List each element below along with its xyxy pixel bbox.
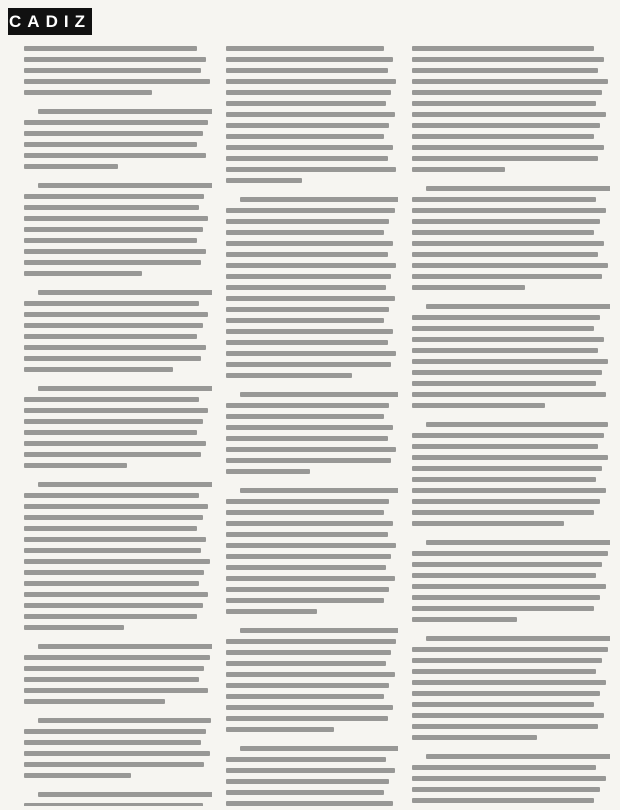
text-line: [226, 521, 393, 526]
text-line: [38, 482, 212, 487]
text-line: [240, 197, 398, 202]
text-line: [226, 768, 395, 773]
text-line: [412, 68, 598, 73]
text-line: [24, 559, 210, 564]
text-line: [412, 735, 537, 740]
text-line: [412, 702, 594, 707]
text-line: [226, 101, 386, 106]
text-line: [426, 636, 610, 641]
text-line: [412, 776, 606, 781]
text-line: [24, 430, 197, 435]
text-line: [226, 156, 388, 161]
text-line: [24, 773, 131, 778]
text-line: [226, 373, 352, 378]
text-line: [412, 403, 545, 408]
text-line: [226, 219, 389, 224]
text-line: [38, 109, 212, 114]
text-line: [412, 455, 608, 460]
text-line: [226, 68, 388, 73]
text-line: [412, 787, 600, 792]
text-line: [226, 587, 389, 592]
text-line: [24, 301, 199, 306]
text-line: [226, 252, 388, 257]
text-line: [226, 790, 384, 795]
text-line: [426, 754, 610, 759]
text-line: [226, 307, 389, 312]
text-line: [24, 463, 127, 468]
text-line: [412, 134, 594, 139]
text-line: [226, 79, 396, 84]
text-line: [226, 683, 389, 688]
text-line: [24, 740, 201, 745]
text-line: [24, 688, 208, 693]
text-line: [226, 123, 389, 128]
text-line: [412, 510, 594, 515]
text-line: [226, 285, 386, 290]
text-line: [226, 167, 396, 172]
text-line: [226, 639, 396, 644]
text-line: [226, 499, 389, 504]
text-line: [412, 197, 596, 202]
text-line: [24, 408, 208, 413]
text-line: [24, 526, 197, 531]
text-line: [412, 263, 608, 268]
text-line: [412, 521, 564, 526]
text-line: [24, 397, 199, 402]
text-line: [226, 329, 393, 334]
text-line: [226, 661, 386, 666]
text-line: [24, 625, 124, 630]
text-line: [24, 592, 208, 597]
text-line: [240, 392, 398, 397]
text-line: [24, 614, 197, 619]
text-line: [412, 348, 598, 353]
text-line: [412, 713, 604, 718]
text-line: [412, 112, 606, 117]
text-line: [24, 504, 208, 509]
text-line: [412, 798, 594, 803]
text-line: [226, 532, 388, 537]
text-line: [226, 403, 389, 408]
text-line: [412, 285, 525, 290]
text-line: [24, 655, 210, 660]
article-column-3: [412, 46, 610, 806]
article-column-2: [226, 46, 398, 806]
text-line: [24, 120, 208, 125]
text-line: [226, 609, 317, 614]
text-line: [412, 669, 596, 674]
text-line: [226, 757, 386, 762]
text-line: [24, 227, 203, 232]
text-line: [412, 573, 596, 578]
text-line: [226, 274, 391, 279]
text-line: [412, 381, 596, 386]
text-line: [24, 570, 204, 575]
text-line: [24, 142, 197, 147]
text-line: [412, 617, 517, 622]
text-line: [226, 576, 395, 581]
text-line: [226, 543, 396, 548]
text-line: [24, 537, 206, 542]
text-line: [412, 370, 602, 375]
text-line: [412, 658, 602, 663]
text-line: [24, 131, 203, 136]
text-line: [412, 208, 606, 213]
text-line: [412, 595, 600, 600]
text-line: [412, 101, 596, 106]
text-line: [24, 441, 206, 446]
text-line: [226, 362, 391, 367]
text-line: [24, 515, 203, 520]
text-line: [24, 603, 203, 608]
text-line: [38, 718, 211, 723]
text-line: [412, 337, 604, 342]
text-line: [226, 554, 391, 559]
text-line: [38, 644, 212, 649]
text-line: [38, 386, 212, 391]
text-line: [226, 779, 389, 784]
text-line: [412, 765, 596, 770]
text-line: [226, 650, 391, 655]
text-line: [24, 238, 197, 243]
text-line: [412, 156, 598, 161]
text-line: [412, 326, 594, 331]
text-line: [226, 716, 388, 721]
text-line: [24, 153, 206, 158]
text-line: [412, 167, 505, 172]
text-line: [412, 647, 608, 652]
text-line: [24, 68, 201, 73]
text-line: [24, 46, 197, 51]
text-line: [426, 422, 608, 427]
text-line: [24, 367, 173, 372]
text-line: [226, 458, 391, 463]
text-line: [226, 178, 302, 183]
text-line: [412, 230, 594, 235]
text-line: [240, 746, 398, 751]
text-line: [24, 323, 203, 328]
text-line: [226, 694, 384, 699]
text-line: [226, 469, 310, 474]
text-line: [24, 312, 208, 317]
text-line: [412, 724, 598, 729]
text-line: [226, 414, 384, 419]
text-line: [426, 304, 610, 309]
text-line: [38, 792, 212, 797]
text-line: [412, 499, 600, 504]
text-line: [412, 315, 600, 320]
text-line: [24, 271, 142, 276]
text-line: [412, 123, 600, 128]
text-line: [412, 551, 608, 556]
text-line: [412, 392, 606, 397]
section-header: [8, 8, 92, 35]
text-line: [226, 340, 388, 345]
text-line: [412, 584, 606, 589]
text-line: [226, 351, 396, 356]
text-line: [226, 598, 384, 603]
text-line: [412, 57, 604, 62]
text-line: [24, 216, 208, 221]
text-line: [412, 477, 596, 482]
text-line: [226, 447, 396, 452]
text-line: [24, 356, 201, 361]
text-line: [226, 801, 393, 806]
text-line: [24, 677, 199, 682]
text-line: [38, 290, 212, 295]
text-line: [226, 727, 334, 732]
text-line: [24, 581, 199, 586]
text-line: [226, 705, 393, 710]
text-line: [412, 562, 602, 567]
text-line: [226, 436, 388, 441]
text-line: [24, 334, 197, 339]
text-line: [226, 425, 393, 430]
text-line: [226, 263, 396, 268]
text-line: [226, 145, 393, 150]
text-line: [412, 606, 594, 611]
text-line: [24, 79, 210, 84]
text-line: [24, 548, 201, 553]
text-line: [412, 79, 608, 84]
text-line: [226, 112, 395, 117]
text-line: [412, 444, 598, 449]
text-line: [412, 433, 604, 438]
text-line: [226, 672, 395, 677]
text-line: [24, 666, 204, 671]
text-line: [24, 194, 204, 199]
text-line: [24, 699, 165, 704]
text-line: [24, 260, 201, 265]
text-line: [24, 762, 204, 767]
text-line: [24, 803, 203, 806]
text-line: [240, 488, 398, 493]
text-line: [24, 345, 206, 350]
text-line: [226, 134, 384, 139]
text-line: [412, 680, 606, 685]
text-line: [412, 145, 604, 150]
text-line: [38, 183, 212, 188]
text-line: [412, 359, 608, 364]
text-line: [226, 565, 386, 570]
text-line: [226, 57, 393, 62]
text-line: [226, 230, 384, 235]
text-line: [426, 186, 610, 191]
text-line: [412, 90, 602, 95]
text-line: [240, 628, 398, 633]
text-line: [412, 488, 606, 493]
text-line: [226, 241, 393, 246]
text-line: [412, 241, 604, 246]
text-line: [24, 729, 206, 734]
text-line: [226, 208, 395, 213]
text-line: [24, 164, 118, 169]
text-line: [412, 466, 602, 471]
text-line: [24, 90, 152, 95]
text-line: [226, 318, 384, 323]
text-line: [24, 751, 210, 756]
text-line: [24, 249, 206, 254]
section-label: CADIZ: [9, 12, 91, 31]
text-line: [24, 493, 199, 498]
text-line: [412, 219, 600, 224]
text-line: [412, 691, 600, 696]
text-line: [426, 540, 610, 545]
article-column-1: [24, 46, 212, 806]
text-line: [226, 510, 384, 515]
text-line: [24, 205, 199, 210]
text-line: [412, 46, 594, 51]
text-line: [24, 419, 203, 424]
text-line: [226, 296, 395, 301]
text-line: [226, 46, 384, 51]
text-line: [24, 57, 206, 62]
text-line: [24, 452, 201, 457]
text-line: [412, 274, 602, 279]
text-line: [226, 90, 391, 95]
text-line: [412, 252, 598, 257]
